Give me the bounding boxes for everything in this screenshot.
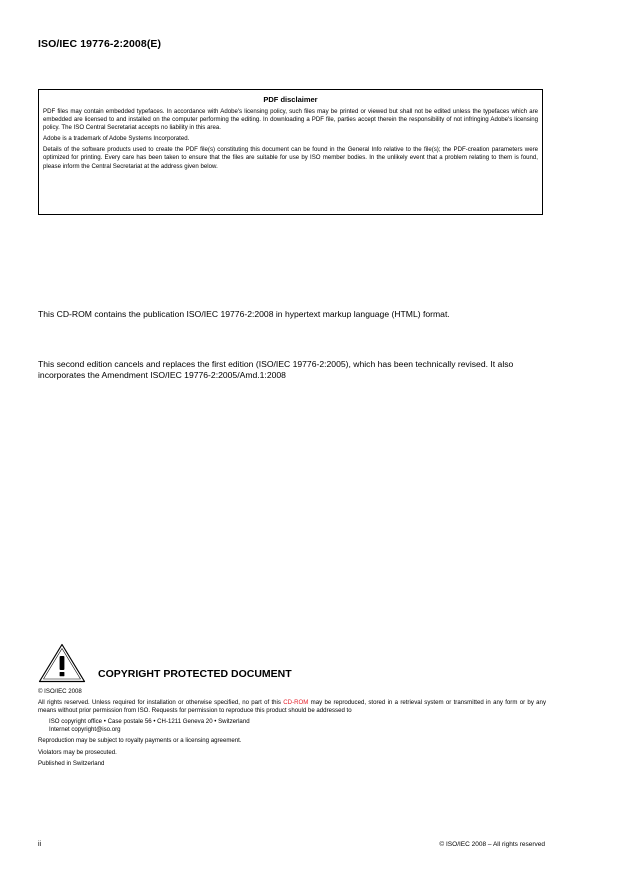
copyright-block [38, 688, 546, 771]
rights-statement [38, 699, 546, 715]
copyright-internet-address: Internet copyright@iso.org [49, 726, 121, 734]
pdf-disclaimer-box [38, 89, 543, 215]
violators-notice: Violators may be prosecuted. [38, 748, 117, 756]
copyright-notice: © ISO/IEC 2008 [38, 688, 82, 695]
published-location: Published in Switzerland [38, 759, 105, 767]
copyright-office-address: ISO copyright office • Case postale 56 • CH-1211 Geneva 20 • Switzerland [49, 718, 250, 726]
disclaimer-paragraph: PDF files may contain embedded typefaces. In accordance with Adobe's licensing policy, such files may be printed or viewed but shall not be edited unless the typefaces which are embedded are licensed to and installed on the computer performing the editing. In downloading a PDF file, parties accept therein the responsibility of not infringing Adobe's licensing policy. The ISO Central Secretariat accepts no liability in this area. [43, 108, 538, 132]
disclaimer-title: PDF disclaimer [263, 95, 318, 104]
body-paragraph-edition: This second edition cancels and replaces the first edition (ISO/IEC 19776-2:2005), which has been technically revised. It also incorporates the Amendment ISO/IEC 19776-2:2005/Amd.1:2008 [38, 359, 514, 381]
copyright-heading: COPYRIGHT PROTECTED DOCUMENT [98, 668, 292, 680]
disclaimer-paragraph: Adobe is a trademark of Adobe Systems Incorporated. [43, 135, 190, 143]
rights-text-before: All rights reserved. Unless required for installation or otherwise specified, no part of this [38, 699, 284, 707]
cd-rom-highlight: CD-ROM [283, 699, 309, 707]
rights-text-after: may be reproduced, stored in a retrieval system or transmitted in any form or by any means without prior permission from ISO. Requests for permission to reproduce this product should be addressed to [38, 699, 546, 715]
body-paragraph-cdrom: This CD-ROM contains the publication ISO/IEC 19776-2:2008 in hypertext markup language (HTML) format. [38, 309, 450, 319]
page-number: ii [38, 841, 42, 848]
footer-copyright: © ISO/IEC 2008 – All rights reserved [439, 841, 545, 848]
disclaimer-paragraph: Details of the software products used to create the PDF file(s) constituting this document can be found in the General Info relative to the file(s); the PDF-creation parameters were optimized for printing. Every care has been taken to ensure that the files are suitable for use by ISO member bodies. In the unlikely event that a problem relating to them is found, please inform the Central Secretariat at the address given below. [43, 146, 538, 170]
warning-triangle-icon [38, 643, 86, 683]
document-id-header: ISO/IEC 19776-2:2008(E) [38, 38, 162, 50]
royalty-notice: Reproduction may be subject to royalty payments or a licensing agreement. [38, 737, 242, 745]
